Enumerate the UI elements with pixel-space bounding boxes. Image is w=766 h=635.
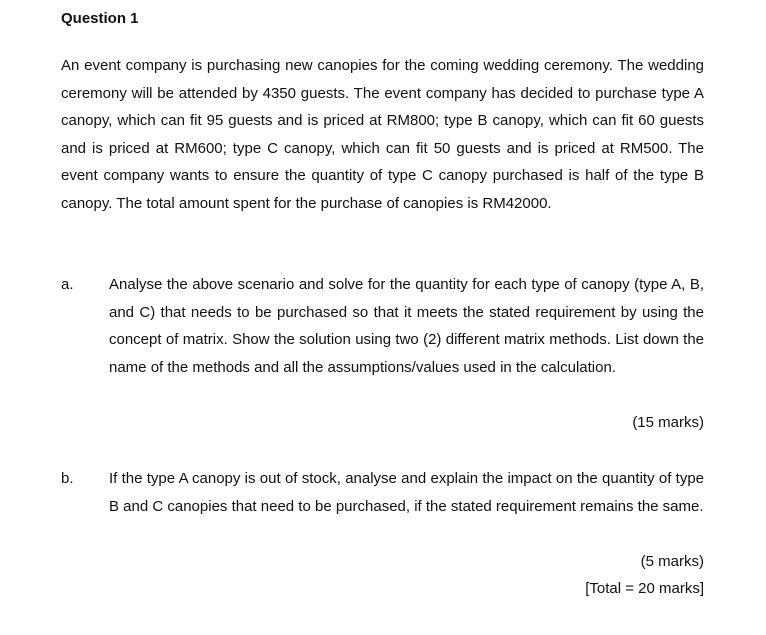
part-a-marks: (15 marks) <box>632 414 704 431</box>
part-b-text: If the type A canopy is out of stock, analyse and explain the impact on the quantity of type B and C canopies that need to be purchased, if the stated requirement remains the same. <box>109 470 704 515</box>
part-b-marks: (5 marks) <box>640 553 704 570</box>
part-a-label: a. <box>61 276 74 293</box>
total-marks: [Total = 20 marks] <box>585 580 704 597</box>
question-intro: An event company is purchasing new canopies for the coming wedding ceremony. The wedding ceremony will be attended by 4350 guests. The event company has decided to purchase type A canopy, which can fit 95 guests and is priced at RM800; type B canopy, which can fit 60 guests and is priced at RM600; type C canopy, which can fit 50 guests and is priced at RM500. The event company wants to ensure the quantity of type C canopy purchased is half of the type B canopy. The total amount spent for the purchase of canopies is RM42000. <box>61 57 704 212</box>
part-a-text: Analyse the above scenario and solve for the quantity for each type of canopy (type A, B, and C) that needs to be purchased so that it meets the stated requirement by using the concept of matrix. Show the solution using two (2) different matrix methods. List down the name of the methods and all the assumptions/values used in the calculation. <box>109 276 704 376</box>
part-b-label: b. <box>61 470 74 487</box>
question-title: Question 1 <box>61 10 139 27</box>
